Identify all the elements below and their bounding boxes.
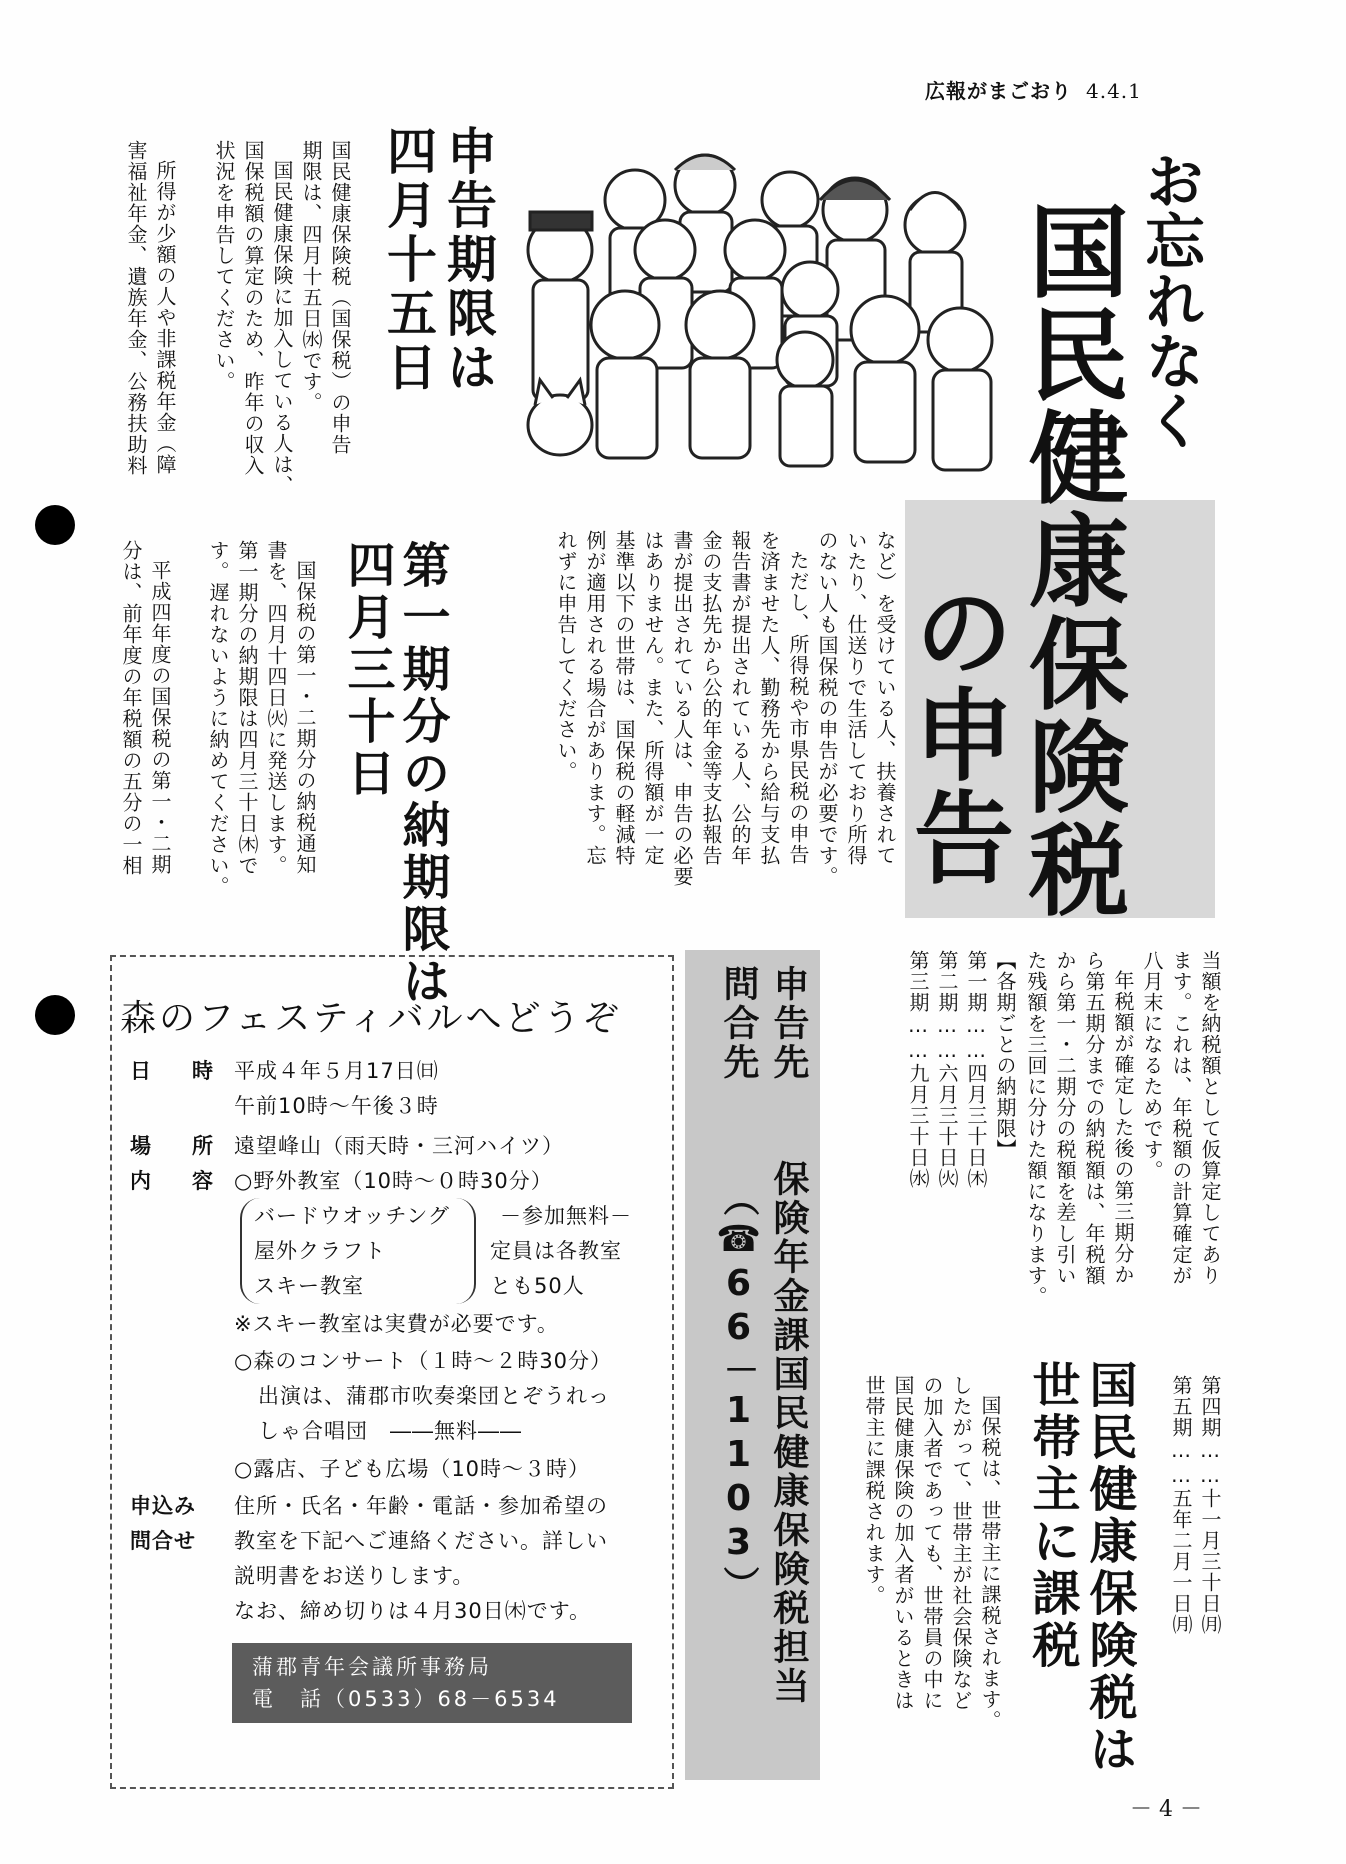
body-text: 期限は、四月十五日㈬です。 [299, 140, 323, 413]
telephone: 電 話（0533）68－6534 [252, 1687, 560, 1711]
body-text: 所得が少額の人や非課税年金（障 [153, 160, 177, 475]
title-line-3: の申告 [897, 580, 1014, 889]
class-note: 定員は各教室 [490, 1239, 622, 1263]
content-item: ○森のコンサート（１時～２時30分） [234, 1349, 613, 1373]
class-note: －参加無料－ [500, 1204, 632, 1228]
body-text: す。遅れないように納めてください。 [206, 540, 230, 897]
person-figure [851, 296, 919, 462]
body-text: ます。これは、年税額の計算確定が [1169, 950, 1193, 1286]
body-text: を済ませた人、勤務先から給与支払 [757, 530, 781, 866]
body-text: 書が提出されている人は、申告の必要 [670, 530, 694, 887]
time-value: 午前10時～午後３時 [234, 1094, 439, 1118]
section-heading: 四月三十日 [339, 540, 395, 800]
body-text: 国民健康保険に加入している人は、 [270, 160, 294, 496]
body-text: 国保税額の算定のため、昨年の収入 [241, 140, 265, 476]
title-line-2: 国民健康保険税 [1012, 200, 1129, 921]
festival-title: 森のフェスティバルへどうぞ [120, 998, 622, 1039]
body-text: れずに申告してください。 [554, 530, 578, 782]
content-item: ○野外教室（10時～０時30分） [234, 1169, 553, 1193]
person-figure [686, 291, 754, 458]
body-text: 基準以下の世帯は、国保税の軽減特 [612, 530, 636, 866]
section-heading: 世帯主に課税 [1024, 1360, 1080, 1672]
body-text: など）を受けている人、扶養されて [873, 530, 897, 866]
body-text: 平成四年度の国保税の第一・二期 [148, 560, 172, 875]
body-text: 報告書が提出されている人、公的年 [728, 530, 752, 866]
body-text: 国民健康保険の加入者がいるときは [891, 1375, 915, 1711]
inquiry-department: 保険年金課国民健康保険税担当 [768, 1160, 809, 1706]
body-text: 八月末になるためです。 [1140, 950, 1164, 1181]
inquiry-label: 問合先 [718, 965, 759, 1082]
schedule-item: 第五期……五年二月一日㈪ [1169, 1375, 1193, 1635]
place-label: 場 所 [130, 1134, 223, 1158]
body-text: 分は、前年度の年税額の五分の一相 [119, 540, 143, 876]
class-item: スキー教室 [254, 1274, 364, 1298]
body-text: 状況を申告してください。 [212, 140, 236, 392]
publication-name: 広報がまごおり [925, 79, 1072, 103]
body-text: 害福祉年金、遺族年金、公務扶助料 [124, 140, 148, 476]
apply-text: 教室を下記へご連絡ください。詳しい [234, 1529, 608, 1553]
body-text: 世帯主に課税されます。 [862, 1375, 886, 1606]
body-text: ら第五期分までの納税額は、年税額 [1082, 950, 1106, 1286]
content-item: しゃ合唱団 ――無料―― [258, 1419, 522, 1443]
people-illustration [515, 140, 1005, 480]
schedule-item: 第一期……四月三十日㈭ [964, 950, 988, 1189]
body-text: 金の支払先から公的年金等支払報告 [699, 530, 723, 866]
body-text: はありません。また、所得額が一定 [641, 530, 665, 866]
section-heading: 国民健康保険税は [1081, 1360, 1137, 1776]
section-heading: 申告期限は [439, 125, 497, 395]
body-text: 国保税の第一・二期分の納税通知 [293, 560, 317, 875]
title-line-1: お忘れなく [1135, 150, 1205, 450]
class-item: 屋外クラフト [254, 1239, 386, 1263]
body-text: いたり、仕送りで生活しており所得 [844, 530, 868, 866]
body-text: 国保税は、世帯主に課税されます。 [978, 1395, 1002, 1731]
body-text: したがって、世帯主が社会保険など [949, 1375, 973, 1711]
section-heading: 第一期分の納期限は [394, 540, 450, 1008]
body-text: 国民健康保険税（国保税）の申告 [328, 140, 352, 455]
content-item: 出演は、蒲郡市吹奏楽団とぞうれっ [258, 1384, 610, 1408]
person-figure [528, 212, 592, 400]
body-text: 例が適用される場合があります。忘 [583, 530, 607, 866]
apply-label: 申込み [130, 1494, 196, 1518]
person-figure [928, 308, 992, 470]
inquiry-label: 申告先 [768, 965, 809, 1082]
page-header [925, 75, 1142, 104]
body-text: のない人も国保税の申告が必要です。 [815, 530, 839, 887]
class-note: とも50人 [490, 1274, 585, 1298]
schedule-heading: 【各期ごとの納期限】 [993, 950, 1017, 1160]
date-value: 平成４年５月17日㈰ [234, 1059, 439, 1083]
body-text: 当額を納税額として仮算定してあり [1198, 950, 1222, 1286]
person-figure [591, 291, 659, 458]
class-item: バードウオッチング [254, 1204, 450, 1228]
ski-note: ※スキー教室は実費が必要です。 [234, 1312, 559, 1336]
content-item: ○露店、子ども広場（10時～３時） [234, 1457, 591, 1481]
page-number: － 4 － [1130, 1797, 1202, 1822]
body-text: 書を、四月十四日㈫に発送します。 [264, 540, 288, 876]
apply-text: 住所・氏名・年齢・電話・参加希望の [234, 1494, 608, 1518]
body-text: た残額を三回に分けた額になります。 [1024, 950, 1048, 1307]
contact-box [232, 1643, 632, 1723]
schedule-item: 第四期……十一月三十日㈪ [1198, 1375, 1222, 1635]
section-heading: 四月十五日 [379, 125, 437, 395]
schedule-item: 第二期……六月三十日㈫ [935, 950, 959, 1189]
body-text: ただし、所得税や市県民税の申告 [786, 550, 810, 865]
punch-hole [35, 505, 75, 545]
place-value: 遠望峰山（雨天時・三河ハイツ） [234, 1134, 564, 1158]
content-label: 内 容 [130, 1169, 223, 1193]
punch-hole [35, 995, 75, 1035]
apply-text: 説明書をお送りします。 [234, 1564, 475, 1588]
body-text: の加入者であっても、世帯員の中に [920, 1375, 944, 1711]
person-figure [777, 332, 833, 466]
apply-label: 問合せ [130, 1529, 196, 1553]
body-text: 年税額が確定した後の第三期分か [1111, 970, 1135, 1285]
date-label: 日 時 [130, 1059, 223, 1083]
inquiry-phone: （☎66－1103） [718, 1180, 759, 1605]
schedule-item: 第三期……九月三十日㈬ [906, 950, 930, 1189]
issue-date: 4.4.1 [1086, 79, 1142, 103]
body-text: から第一・二期分の税額を差し引い [1053, 950, 1077, 1286]
body-text: 第一期分の納期限は四月三十日㈭で [235, 540, 259, 876]
organization-name: 蒲郡青年会議所事務局 [252, 1655, 492, 1679]
apply-text: なお、締め切りは４月30日㈭です。 [234, 1599, 592, 1623]
